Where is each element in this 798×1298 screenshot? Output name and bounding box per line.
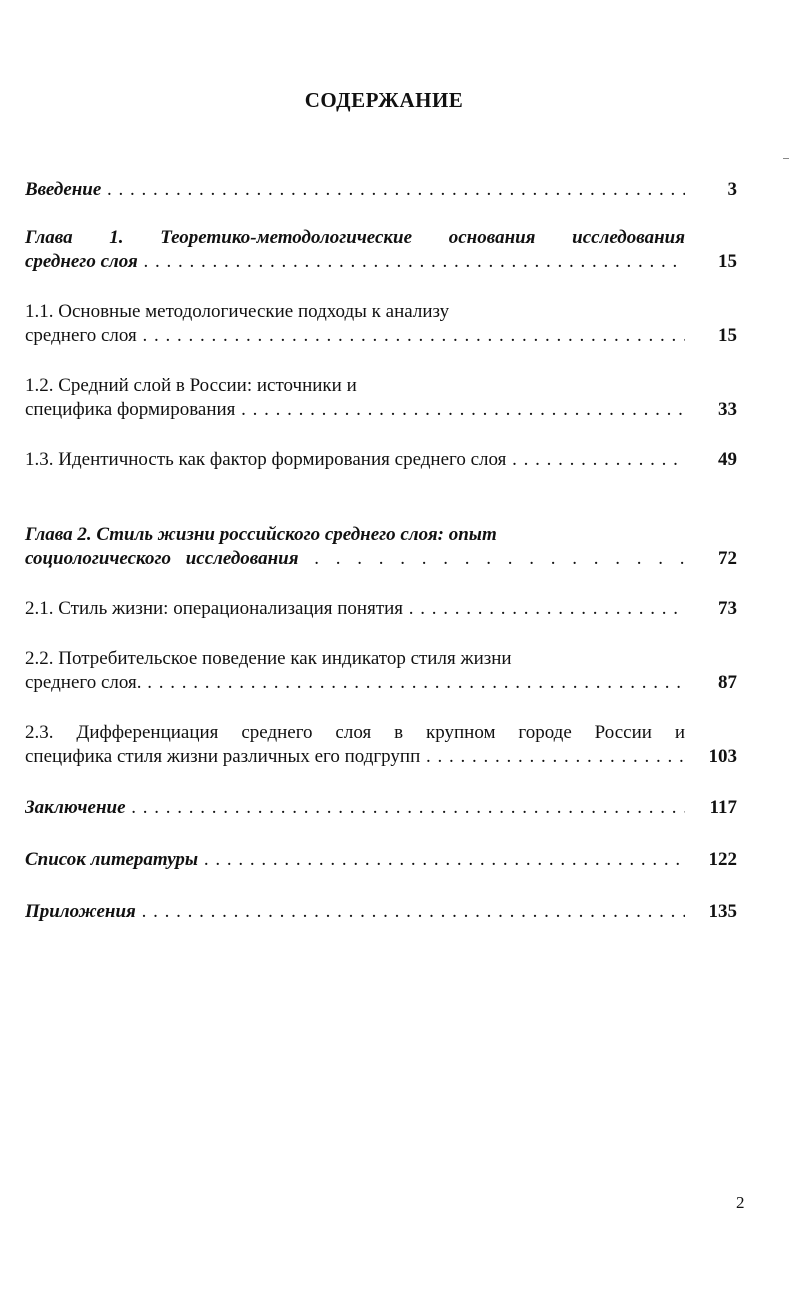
toc-entry-title: среднего слоя . . . (25, 324, 685, 348)
toc-entry-title-line: Глава 2. Стиль жизни российского среднего слоя: опыт (25, 524, 497, 545)
toc-page-number: 87 (718, 672, 737, 693)
toc-entry-section-2-2[interactable] (25, 647, 737, 695)
toc-page-number: 3 (727, 179, 737, 200)
toc-entry-section-1-3[interactable] (25, 448, 737, 472)
toc-entry-title: 1.3. Идентичность как фактор формирования среднего слоя . . . (25, 448, 685, 472)
toc-entry-title: Приложения . . . (25, 900, 685, 924)
toc-entry-title: среднего слоя . . . (25, 250, 685, 274)
toc-entry-title: среднего слоя. . . . (25, 671, 685, 695)
toc-entry-introduction[interactable] (25, 178, 737, 202)
toc-entry-title: специфика стиля жизни различных его подгрупп . . . (25, 745, 685, 769)
toc-entry-title: социологического исследования . . . (25, 547, 685, 571)
toc-page-number: 33 (718, 399, 737, 420)
toc-entry-title: специфика формирования . . . (25, 398, 685, 422)
toc-entry-title: 2.1. Стиль жизни: операционализация понятия . . . (25, 597, 685, 621)
footer-page-number: 2 (736, 1193, 745, 1212)
toc-entry-title-line: 2.2. Потребительское поведение как индикатор стиля жизни (25, 648, 512, 669)
toc-entry-section-1-2[interactable] (25, 374, 737, 422)
toc-page-number: 117 (709, 797, 737, 818)
toc-entry-title-line: 1.1. Основные методологические подходы к анализу (25, 301, 450, 322)
toc-entry-title: Заключение . . . (25, 796, 685, 820)
toc-entry-chapter-2[interactable] (25, 523, 737, 571)
toc-entry-section-2-3[interactable] (25, 721, 737, 769)
toc-entry-title-line: Глава 1. Теоретико-методологические основания исследования (25, 227, 685, 248)
toc-entry-title: Список литературы . . . (25, 848, 685, 872)
page-title: СОДЕРЖАНИЕ (304, 88, 464, 112)
toc-page-number: 15 (718, 251, 737, 272)
toc-entry-appendices[interactable] (25, 900, 737, 924)
toc-page-number: 73 (718, 598, 737, 619)
toc-entry-title-line: 2.3. Дифференциация среднего слоя в крупном городе России и (25, 722, 685, 743)
toc-page-number: 49 (718, 449, 737, 470)
toc-entry-chapter-1[interactable] (25, 226, 737, 274)
toc-entry-section-1-1[interactable] (25, 300, 737, 348)
toc-page-number: 103 (708, 746, 737, 767)
toc-page-number: 122 (708, 849, 737, 870)
toc-entry-title: Введение . . . (25, 178, 685, 202)
toc-entry-title-line: 1.2. Средний слой в России: источники и (25, 375, 357, 396)
toc-page-number: 15 (718, 325, 737, 346)
toc-entry-conclusion[interactable] (25, 796, 737, 820)
scan-edge-mark (783, 158, 789, 159)
toc-entry-section-2-1[interactable] (25, 597, 737, 621)
toc-entry-bibliography[interactable] (25, 848, 737, 872)
toc-page-number: 72 (718, 548, 737, 569)
toc-page-number: 135 (708, 901, 737, 922)
